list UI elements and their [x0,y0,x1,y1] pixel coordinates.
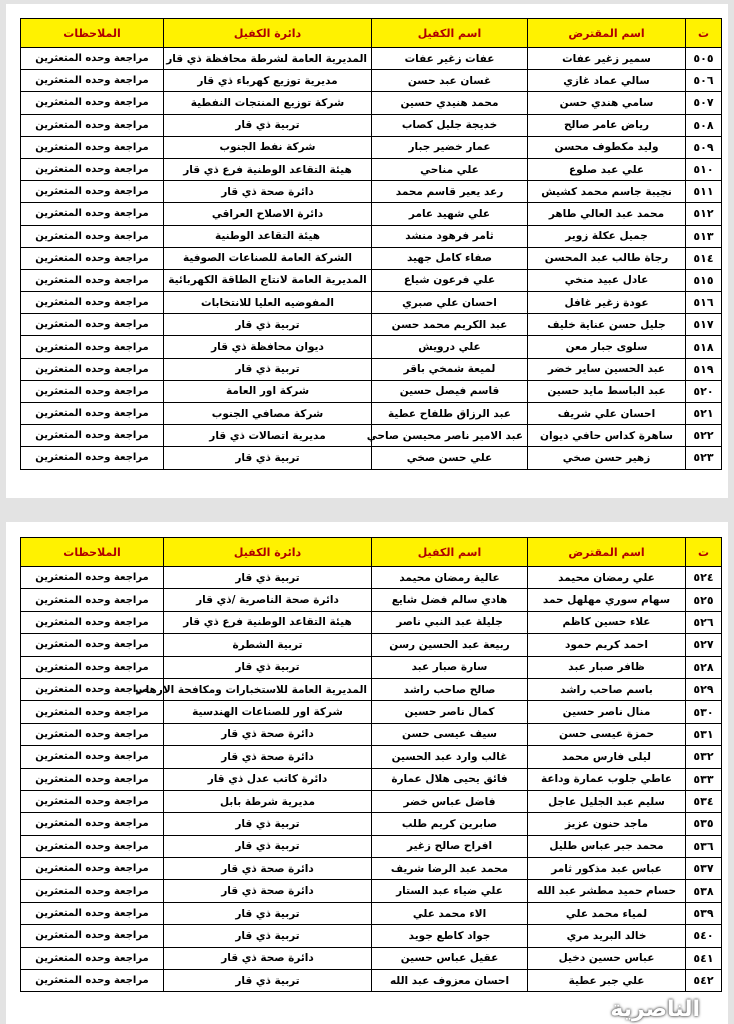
cell-guarantor: عقيل عباس حسين [372,947,528,969]
cell-notes: مراجعة وحده المتعثرين [21,136,164,158]
cell-guarantor: عبد الرزاق طلفاح عطية [372,403,528,425]
cell-guarantor: علي حسن صخي [372,447,528,469]
cell-num: ٥٤٢ [686,970,722,992]
header-borrower: اسم المقترض [528,19,686,48]
cell-guarantor: خديجة جليل كصاب [372,114,528,136]
cell-dept: دائرة صحة ذي قار [164,858,372,880]
cell-num: ٥٣٢ [686,746,722,768]
cell-dept: هيئة التقاعد الوطنية فرع ذي قار [164,158,372,180]
cell-borrower: عاطي جلوب عمارة وداعة [528,768,686,790]
cell-borrower: ساهرة كداس حافي ديوان [528,425,686,447]
table-row [21,358,722,380]
cell-notes: مراجعة وحده المتعثرين [21,947,164,969]
cell-num: ٥٢٦ [686,611,722,633]
cell-dept: المديرية العامة لشرطة محافظة ذي قار [164,48,372,70]
header-notes: الملاحظات [21,538,164,567]
cell-notes: مراجعة وحده المتعثرين [21,447,164,469]
cell-borrower: محمد عبد العالي طاهر [528,203,686,225]
cell-borrower: رياض عامر صالح [528,114,686,136]
cell-guarantor: صفاء كامل جهيد [372,247,528,269]
cell-num: ٥٠٨ [686,114,722,136]
cell-num: ٥١٢ [686,203,722,225]
table-row [21,678,722,700]
cell-num: ٥٣٨ [686,880,722,902]
cell-dept: مديرية اتصالات ذي قار [164,425,372,447]
cell-notes: مراجعة وحده المتعثرين [21,835,164,857]
cell-borrower: سالي عماد غازي [528,70,686,92]
cell-notes: مراجعة وحده المتعثرين [21,114,164,136]
table-row [21,380,722,402]
cell-notes: مراجعة وحده المتعثرين [21,358,164,380]
table-body [21,48,722,470]
header-num: ت [686,538,722,567]
sheet-bottom [6,522,728,1024]
cell-guarantor: رعد يعير قاسم محمد [372,181,528,203]
cell-dept: تربية ذي قار [164,970,372,992]
cell-guarantor: قاسم فيصل حسين [372,380,528,402]
header-guarantor: اسم الكفيل [372,19,528,48]
cell-guarantor: لميعة شمخي باقر [372,358,528,380]
cell-num: ٥١٠ [686,158,722,180]
cell-dept: دائرة كاتب عدل ذي قار [164,768,372,790]
cell-num: ٥٤١ [686,947,722,969]
cell-borrower: عبد الباسط مايد حسين [528,380,686,402]
watermark-text: الناصرية [610,996,700,1022]
header-borrower: اسم المقترض [528,538,686,567]
cell-num: ٥١٨ [686,336,722,358]
cell-borrower: ماجد حنون عزيز [528,813,686,835]
cell-dept: تربية ذي قار [164,314,372,336]
cell-notes: مراجعة وحده المتعثرين [21,902,164,924]
table-row [21,225,722,247]
table-row [21,425,722,447]
cell-guarantor: علي شهيد عامر [372,203,528,225]
cell-dept: تربية ذي قار [164,835,372,857]
table-row [21,70,722,92]
table-row [21,611,722,633]
cell-borrower: عبد الحسين ساير خضر [528,358,686,380]
cell-dept: الشركة العامة للصناعات الصوفية [164,247,372,269]
cell-dept: تربية ذي قار [164,925,372,947]
cell-dept: تربية ذي قار [164,447,372,469]
cell-notes: مراجعة وحده المتعثرين [21,589,164,611]
cell-guarantor: عبد الامير ناصر محيسن صاحي [372,425,528,447]
cell-num: ٥٢٩ [686,678,722,700]
cell-num: ٥٢٢ [686,425,722,447]
cell-dept: تربية ذي قار [164,813,372,835]
watermark [610,996,730,1022]
cell-dept: شركة اور العامة [164,380,372,402]
cell-dept: دائرة صحة ذي قار [164,746,372,768]
cell-notes: مراجعة وحده المتعثرين [21,880,164,902]
cell-guarantor: غالب وارد عبد الحسين [372,746,528,768]
borrowers-table-1 [20,18,722,470]
cell-guarantor: صابرين كريم طلب [372,813,528,835]
cell-dept: تربية ذي قار [164,567,372,589]
cell-dept: المديرية العامة لانتاج الطاقة الكهربائية [164,269,372,291]
table-row [21,447,722,469]
cell-guarantor: سيف عيسى حسن [372,723,528,745]
cell-num: ٥٣٥ [686,813,722,835]
table-body [21,567,722,992]
cell-dept: شركة اور للصناعات الهندسية [164,701,372,723]
cell-notes: مراجعة وحده المتعثرين [21,181,164,203]
cell-notes: مراجعة وحده المتعثرين [21,92,164,114]
cell-dept: مديرية توزيع كهرباء ذي قار [164,70,372,92]
cell-dept: هيئة التقاعد الوطنية [164,225,372,247]
cell-guarantor: جليلة عبد النبي ناصر [372,611,528,633]
cell-notes: مراجعة وحده المتعثرين [21,336,164,358]
cell-num: ٥٣١ [686,723,722,745]
table-row [21,292,722,314]
cell-notes: مراجعة وحده المتعثرين [21,203,164,225]
table-row [21,314,722,336]
table-row [21,158,722,180]
cell-notes: مراجعة وحده المتعثرين [21,970,164,992]
table-row [21,48,722,70]
cell-num: ٥٢٧ [686,634,722,656]
cell-borrower: باسم صاحب راشد [528,678,686,700]
sheet-top [6,4,728,498]
cell-dept: دائرة الاصلاح العراقي [164,203,372,225]
cell-guarantor: سارة صبار عبد [372,656,528,678]
cell-notes: مراجعة وحده المتعثرين [21,425,164,447]
cell-guarantor: علي فرعون شياع [372,269,528,291]
cell-num: ٥١٩ [686,358,722,380]
table-row [21,970,722,992]
cell-notes: مراجعة وحده المتعثرين [21,225,164,247]
header-dept: دائرة الكفيل [164,538,372,567]
cell-borrower: سامي هندي حسن [528,92,686,114]
cell-guarantor: ربيعة عبد الحسين رسن [372,634,528,656]
cell-borrower: احسان علي شريف [528,403,686,425]
cell-borrower: حسام حميد مطشر عبد الله [528,880,686,902]
cell-borrower: سلوى جبار معن [528,336,686,358]
table-row [21,589,722,611]
cell-dept: المفوضيه العليا للانتخابات [164,292,372,314]
cell-num: ٥٢١ [686,403,722,425]
table-row [21,902,722,924]
cell-guarantor: عمار خضير جبار [372,136,528,158]
cell-dept: تربية ذي قار [164,358,372,380]
cell-guarantor: هادي سالم فضل شايع [372,589,528,611]
cell-borrower: لمياء محمد علي [528,902,686,924]
table-row [21,634,722,656]
cell-guarantor: عفات زغير عفات [372,48,528,70]
cell-guarantor: علي ضياء عبد الستار [372,880,528,902]
cell-dept: هيئة التقاعد الوطنية فرع ذي قار [164,611,372,633]
cell-dept: تربية ذي قار [164,656,372,678]
cell-num: ٥٢٤ [686,567,722,589]
cell-borrower: سهام سوري مهلهل حمد [528,589,686,611]
cell-notes: مراجعة وحده المتعثرين [21,634,164,656]
table-row [21,114,722,136]
cell-num: ٥٣٣ [686,768,722,790]
cell-notes: مراجعة وحده المتعثرين [21,701,164,723]
cell-dept: شركة توزيع المنتجات النفطية [164,92,372,114]
cell-borrower: رجاة طالب عبد المحسن [528,247,686,269]
cell-borrower: علي رمضان محيمد [528,567,686,589]
cell-borrower: خالد البريد مري [528,925,686,947]
cell-guarantor: فائق يحيى هلال عمارة [372,768,528,790]
cell-borrower: محمد جبر عباس طليل [528,835,686,857]
header-notes: الملاحظات [21,19,164,48]
cell-guarantor: علي مناحي [372,158,528,180]
cell-notes: مراجعة وحده المتعثرين [21,768,164,790]
cell-notes: مراجعة وحده المتعثرين [21,269,164,291]
cell-num: ٥٢٥ [686,589,722,611]
table-row [21,880,722,902]
cell-notes: مراجعة وحده المتعثرين [21,403,164,425]
cell-dept: دائرة صحة ذي قار [164,181,372,203]
table-header-row [21,538,722,567]
table-row [21,947,722,969]
cell-borrower: علي عبد صلوع [528,158,686,180]
table-row [21,92,722,114]
cell-borrower: نجيبة جاسم محمد كشيش [528,181,686,203]
table-row [21,925,722,947]
cell-dept: تربية ذي قار [164,114,372,136]
header-guarantor: اسم الكفيل [372,538,528,567]
cell-borrower: منال ناصر حسين [528,701,686,723]
cell-num: ٥٣٠ [686,701,722,723]
cell-num: ٥٣٦ [686,835,722,857]
cell-notes: مراجعة وحده المتعثرين [21,790,164,812]
lamassu-logo-icon [704,996,730,1022]
header-dept: دائرة الكفيل [164,19,372,48]
cell-notes: مراجعة وحده المتعثرين [21,380,164,402]
cell-num: ٥٠٧ [686,92,722,114]
cell-dept: تربية الشطرة [164,634,372,656]
table-row [21,768,722,790]
table-row [21,723,722,745]
table-row [21,181,722,203]
cell-num: ٥١١ [686,181,722,203]
cell-num: ٥٢٨ [686,656,722,678]
cell-notes: مراجعة وحده المتعثرين [21,292,164,314]
cell-dept: دائرة صحة ذي قار [164,723,372,745]
cell-guarantor: جواد كاطع جويد [372,925,528,947]
table-row [21,567,722,589]
cell-borrower: علاء حسين كاظم [528,611,686,633]
cell-notes: مراجعة وحده المتعثرين [21,858,164,880]
cell-borrower: جليل حسن عناية خليف [528,314,686,336]
cell-borrower: ليلى فارس محمد [528,746,686,768]
cell-dept: شركة مصافي الجنوب [164,403,372,425]
cell-num: ٥٢٣ [686,447,722,469]
cell-notes: مراجعة وحده المتعثرين [21,656,164,678]
table-row [21,203,722,225]
cell-num: ٥١٧ [686,314,722,336]
cell-borrower: ظافر صبار عبد [528,656,686,678]
cell-guarantor: احسان علي صبري [372,292,528,314]
cell-borrower: عادل عبيد منخي [528,269,686,291]
cell-num: ٥١٥ [686,269,722,291]
cell-guarantor: الاء محمد علي [372,902,528,924]
cell-borrower: وليد مكطوف محسن [528,136,686,158]
table-row [21,403,722,425]
cell-borrower: عودة زغير غافل [528,292,686,314]
table-row [21,701,722,723]
table-row [21,269,722,291]
table-row [21,858,722,880]
cell-dept: تربية ذي قار [164,902,372,924]
cell-num: ٥١٤ [686,247,722,269]
cell-num: ٥٤٠ [686,925,722,947]
cell-guarantor: ثامر فرهود منشد [372,225,528,247]
cell-guarantor: صالح صاحب راشد [372,678,528,700]
cell-guarantor: كمال ناصر حسين [372,701,528,723]
cell-guarantor: محمد هنيدي حسين [372,92,528,114]
cell-num: ٥٠٦ [686,70,722,92]
cell-guarantor: عالية رمضان محيمد [372,567,528,589]
cell-notes: مراجعة وحده المتعثرين [21,611,164,633]
cell-notes: مراجعة وحده المتعثرين [21,925,164,947]
cell-notes: مراجعة وحده المتعثرين [21,746,164,768]
cell-num: ٥٣٩ [686,902,722,924]
cell-num: ٥١٣ [686,225,722,247]
table-row [21,247,722,269]
cell-borrower: حمزة عيسى حسن [528,723,686,745]
cell-notes: مراجعة وحده المتعثرين [21,48,164,70]
table-row [21,813,722,835]
cell-guarantor: احسان معزوف عبد الله [372,970,528,992]
cell-guarantor: عبد الكريم محمد حسن [372,314,528,336]
cell-guarantor: فاضل عباس خضر [372,790,528,812]
cell-dept: شركة نفط الجنوب [164,136,372,158]
cell-notes: مراجعة وحده المتعثرين [21,567,164,589]
cell-borrower: سمير زغير عفات [528,48,686,70]
table-row [21,656,722,678]
cell-num: ٥٣٤ [686,790,722,812]
table-header-row [21,19,722,48]
cell-num: ٥١٦ [686,292,722,314]
cell-notes: مراجعة وحده المتعثرين [21,678,164,700]
cell-borrower: عباس عبد مذكور ثامر [528,858,686,880]
cell-num: ٥٢٠ [686,380,722,402]
cell-notes: مراجعة وحده المتعثرين [21,723,164,745]
cell-notes: مراجعة وحده المتعثرين [21,158,164,180]
cell-notes: مراجعة وحده المتعثرين [21,813,164,835]
cell-borrower: زهير حسن صخي [528,447,686,469]
cell-dept: دائرة صحة ذي قار [164,880,372,902]
cell-dept: المديرية العامة للاستخبارات ومكافحة الارهاب [164,678,372,700]
cell-notes: مراجعة وحده المتعثرين [21,70,164,92]
cell-guarantor: افراح صالح زغير [372,835,528,857]
cell-borrower: احمد كريم حمود [528,634,686,656]
cell-dept: مديرية شرطة بابل [164,790,372,812]
cell-num: ٥٠٥ [686,48,722,70]
cell-guarantor: علي درويش [372,336,528,358]
table-row [21,835,722,857]
cell-borrower: عباس حسين دخيل [528,947,686,969]
table-row [21,746,722,768]
table-row [21,336,722,358]
header-num: ت [686,19,722,48]
cell-num: ٥٣٧ [686,858,722,880]
cell-guarantor: محمد عبد الرضا شريف [372,858,528,880]
cell-num: ٥٠٩ [686,136,722,158]
cell-notes: مراجعة وحده المتعثرين [21,314,164,336]
cell-guarantor: غسان عبد حسن [372,70,528,92]
borrowers-table-2 [20,537,722,992]
cell-borrower: سليم عبد الجليل عاجل [528,790,686,812]
table-row [21,136,722,158]
cell-dept: ديوان محافظة ذي قار [164,336,372,358]
cell-dept: دائرة صحة ذي قار [164,947,372,969]
cell-notes: مراجعة وحده المتعثرين [21,247,164,269]
table-row [21,790,722,812]
cell-borrower: علي جبر عطية [528,970,686,992]
cell-borrower: جميل عكلة زوير [528,225,686,247]
cell-dept: دائرة صحة الناصرية /ذي قار [164,589,372,611]
